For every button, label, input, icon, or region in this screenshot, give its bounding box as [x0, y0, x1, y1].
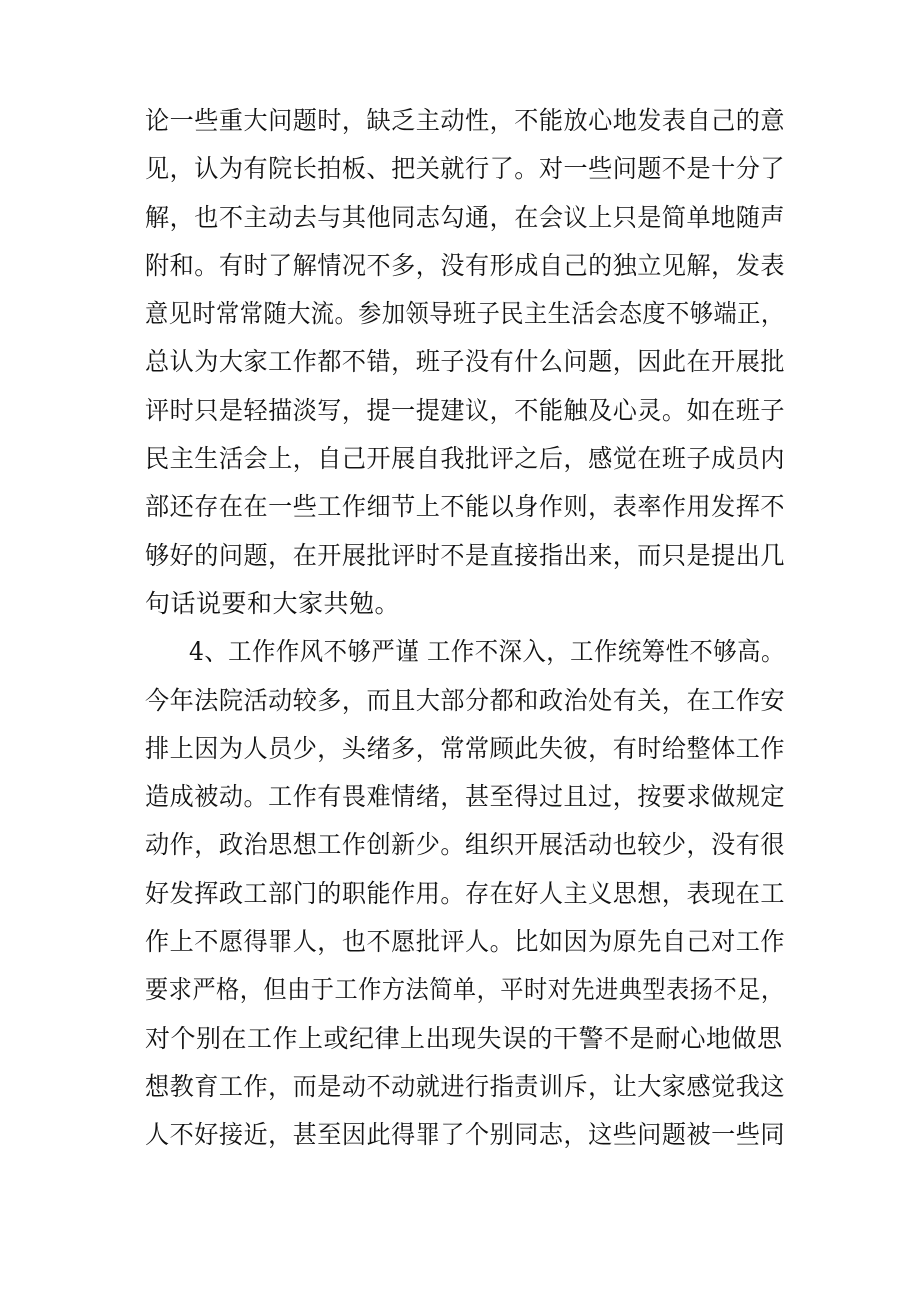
text-line: 解，也不主动去与其他同志勾通，在会议上只是简单地随声: [145, 202, 786, 232]
text-line: 部还存在在一些工作细节上不能以身作则，表率作用发挥不: [145, 492, 786, 522]
text-line: 今年法院活动较多，而且大部分都和政治处有关，在工作安: [145, 685, 786, 715]
text-line: 句话说要和大家共勉。: [145, 588, 401, 618]
document-body: [145, 97, 785, 1160]
text-line: 够好的问题，在开展批评时不是直接指出来，而只是提出几: [145, 540, 786, 570]
text-line: 总认为大家工作都不错，班子没有什么问题，因此在开展批: [145, 347, 786, 377]
text-line: 好发挥政工部门的职能作用。存在好人主义思想，表现在工: [145, 878, 786, 908]
text-line: 意见时常常随大流。参加领导班子民主生活会态度不够端正，: [145, 299, 785, 329]
text-line: 想教育工作，而是动不动就进行指责训斥，让大家感觉我这: [145, 1071, 786, 1101]
text-line: 附和。有时了解情况不多，没有形成自己的独立见解，发表: [145, 250, 786, 280]
text-line: 对个别在工作上或纪律上出现失误的干警不是耐心地做思: [145, 1023, 783, 1053]
text-line: 作上不愿得罪人，也不愿批评人。比如因为原先自己对工作: [145, 927, 786, 957]
text-line: 人不好接近，甚至因此得罪了个别同志，这些问题被一些同: [145, 1120, 786, 1150]
text-line: 排上因为人员少，头绪多，常常顾此失彼，有时给整体工作: [145, 733, 786, 763]
text-line: 要求严格，但由于工作方法简单，平时对先进典型表扬不足，: [145, 975, 785, 1005]
text-line: 造成被动。工作有畏难情绪，甚至得过且过，按要求做规定: [145, 782, 786, 812]
text-line: 民主生活会上，自己开展自我批评之后，感觉在班子成员内: [145, 444, 786, 474]
text-line: 论一些重大问题时，缺乏主动性，不能放心地发表自己的意: [145, 106, 786, 135]
text-line: 评时只是轻描淡写，提一提建议，不能触及心灵。如在班子: [145, 395, 786, 425]
text-line: 动作，政治思想工作创新少。组织开展活动也较少，没有很: [145, 830, 786, 860]
text-line: 见，认为有院长拍板、把关就行了。对一些问题不是十分了: [145, 154, 786, 184]
section-heading-line: 4、工作作风不够严谨 工作不深入，工作统筹性不够高。: [188, 637, 785, 667]
